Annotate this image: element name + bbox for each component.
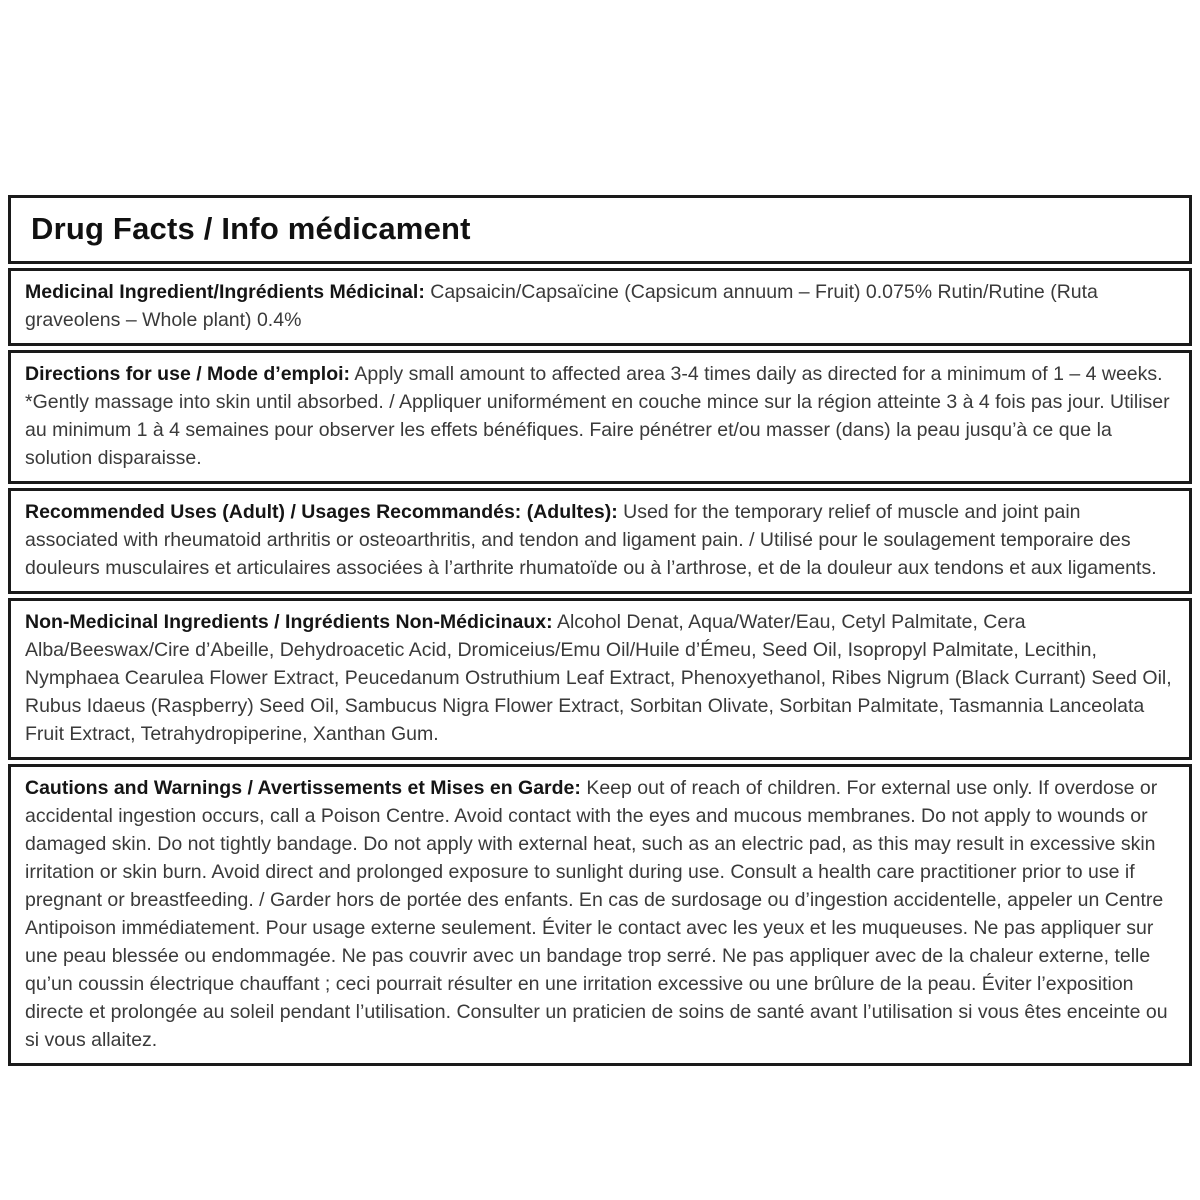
- drug-facts-title: Drug Facts / Info médicament: [31, 211, 471, 246]
- section-recommended-uses-heading: Recommended Uses (Adult) / Usages Recommandés: (Adultes):: [25, 501, 618, 523]
- section-medicinal-ingredients: [8, 268, 1192, 346]
- drug-facts-title-box: [8, 195, 1192, 264]
- section-non-medicinal-text: [25, 608, 1173, 748]
- section-non-medicinal-ingredients: [8, 598, 1192, 760]
- section-medicinal-heading: Medicinal Ingredient/Ingrédients Médicinal:: [25, 281, 425, 303]
- section-directions-text: [25, 360, 1173, 472]
- section-cautions-warnings-text: [25, 774, 1173, 1054]
- section-cautions-warnings: [8, 764, 1192, 1066]
- section-recommended-uses: [8, 488, 1192, 594]
- section-medicinal-body: Capsaicin/Capsaïcine (Capsicum annuum – Fruit) 0.075% Rutin/Rutine (Ruta graveolens – Whole plant) 0.4%: [25, 281, 1098, 331]
- section-directions-body: Apply small amount to affected area 3-4 times daily as directed for a minimum of 1 – 4 weeks. *Gently massage into skin until absorbed. / Appliquer uniformément en couche mince sur la région atteinte 3 à 4 fois pas jour. Utiliser au minimum 1 à 4 semaines pour observer les effets bénéfiques. Faire pénétrer et/ou masser (dans) la peau jusqu’à ce que la solution disparaisse.: [25, 363, 1170, 469]
- section-non-medicinal-body: Alcohol Denat, Aqua/Water/Eau, Cetyl Palmitate, Cera Alba/Beeswax/Cire d’Abeille, Dehydroacetic Acid, Dromiceius/Emu Oil/Huile d’Émeu, Seed Oil, Isopropyl Palmitate, Lecithin, Nymphaea Cearulea Flower Extract, Peucedanum Ostruthium Leaf Extract, Phenoxyethanol, Ribes Nigrum (Black Currant) Seed Oil, Rubus Idaeus (Raspberry) Seed Oil, Sambucus Nigra Flower Extract, Sorbitan Olivate, Sorbitan Palmitate, Tasmannia Lanceolata Fruit Extract, Tetrahydropiperine, Xanthan Gum.: [25, 611, 1172, 745]
- section-cautions-warnings-heading: Cautions and Warnings / Avertissements et Mises en Garde:: [25, 777, 581, 799]
- section-recommended-uses-text: [25, 498, 1173, 582]
- section-medicinal-text: [25, 278, 1173, 334]
- section-recommended-uses-body: Used for the temporary relief of muscle and joint pain associated with rheumatoid arthritis or osteoarthritis, and tendon and ligament pain. / Utilisé pour le soulagement temporaire des douleurs musculaires et articulaires associées à l’arthrite rhumatoïde ou à l’arthrose, et de la douleur aux tendons et aux ligaments.: [25, 501, 1157, 579]
- drug-facts-panel: [8, 195, 1192, 1066]
- section-directions: [8, 350, 1192, 484]
- section-non-medicinal-heading: Non-Medicinal Ingredients / Ingrédients Non-Médicinaux:: [25, 611, 553, 633]
- section-directions-heading: Directions for use / Mode d’emploi:: [25, 363, 351, 385]
- section-cautions-warnings-body: Keep out of reach of children. For external use only. If overdose or accidental ingestion occurs, call a Poison Centre. Avoid contact with the eyes and mucous membranes. Do not apply to wounds or damaged skin. Do not tightly bandage. Do not apply with external heat, such as an electric pad, as this may result in excessive skin irritation or skin burn. Avoid direct and prolonged exposure to sunlight during use. Consult a health care practitioner prior to use if pregnant or breastfeeding. / Garder hors de portée des enfants. En cas de surdosage ou d’ingestion accidentelle, appeler un Centre Antipoison immédiatement. Pour usage externe seulement. Éviter le contact avec les yeux et les muqueuses. Ne pas appliquer sur une peau blessée ou endommagée. Ne pas couvrir avec un bandage trop serré. Ne pas appliquer avec de la chaleur externe, telle qu’un coussin électrique chauffant ; ceci pourrait résulter en une irritation excessive ou une brûlure de la peau. Éviter l’exposition directe et prolongée au soleil pendant l’utilisation. Consulter un praticien de soins de santé avant l’utilisation si vous êtes enceinte ou si vous allaitez.: [25, 777, 1168, 1051]
